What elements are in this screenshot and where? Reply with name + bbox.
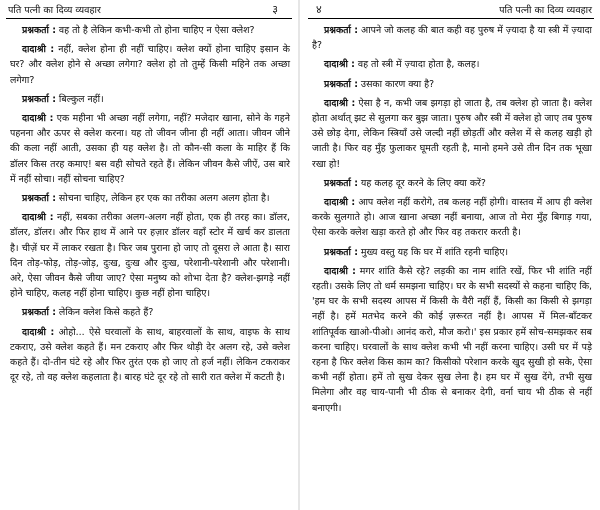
paragraph-text: ओहो... ऐसे घरवालों के साथ, बाहरवालों के साथ, वाइफ के साथ टकराए, उसे क्लेश कहते हैं। मन टकराए और फिर थोड़ी देर अलग रहे, उसे क्लेश कहते हैं। दो-तीन घंटे रहे और फिर तुरंत एक हो जाए तो हर्ज नहीं। लेकिन टकराकर दूर रहे, तो वह क्लेश कहलाता है। बारह घंटे दूर रहे तो सारी रात क्लेश में कटती है। (10, 326, 290, 384)
speaker-label: दादाश्री : (22, 113, 54, 125)
speaker-label: दादाश्री : (324, 97, 356, 109)
speaker-label: प्रश्नकर्ता : (22, 307, 56, 319)
speaker-label: प्रश्नकर्ता : (22, 25, 56, 36)
book-gutter (298, 0, 300, 510)
dialogue-paragraph (10, 191, 290, 206)
paragraph-text: नहीं, सबका तरीका अलग-अलग नहीं होता, एक ही तरह का। डॉलर, डॉलर, डॉलर। और फिर हाथ में आने पर हज़ार डॉलर वहाँ स्टोर में खर्च कर डालता है। चीज़ें घर में लाकर रखता है। फिर जब पुराना हो जाए तो दूसरा ले आता है। सारा दिन तोड़-फोड़, तोड़-जोड़, दुःख, दुःख और दुःख, परेशानी-परेशानी और परेशानी। अरे, ऐसा जीवन कैसे जीया जाए? ऐसा मनुष्य को शोभा देता है? क्लेश-झगड़े नहीं होने चाहिए, कलह नहीं होना चाहिए। कुछ नहीं होना चाहिए। (10, 212, 290, 300)
dialogue-paragraph (312, 176, 592, 191)
dialogue-paragraph (312, 264, 592, 416)
right-page (304, 0, 598, 510)
speaker-label: दादाश्री : (22, 212, 54, 224)
paragraph-text: वह तो है लेकिन कभी-कभी तो होना चाहिए न ऐसा क्लेश? (55, 25, 255, 36)
dialogue-paragraph (10, 210, 290, 301)
speaker-label: प्रश्नकर्ता : (22, 93, 56, 105)
page-header (308, 0, 594, 19)
header-title: पति पत्नी का दिव्य व्यवहार (499, 5, 592, 16)
speaker-label: प्रश्नकर्ता : (324, 246, 358, 258)
paragraph-text: एक महीना भी अच्छा नहीं लगेगा, नहीं? मजेदार खाना, सोने के गहने पहनना और ऊपर से क्लेश करना। यह तो जीवन जीना ही नहीं आता। जीवन जीने की कला नहीं आती, उसका ही यह क्लेश है। तो कौन-सी कला के माहिर हैं कि डॉलर किस तरह कमाए! बस वही सोचते रहते हैं। लेकिन जीवन कैसे जीऐं, उस बारे में नहीं सोचा। नहीं सोचना चाहिए? (10, 113, 290, 185)
dialogue-paragraph (10, 305, 290, 320)
dialogue-paragraph (312, 245, 592, 260)
left-page (2, 0, 296, 510)
page-header (6, 0, 292, 19)
speaker-label: दादाश्री : (324, 265, 356, 277)
speaker-label: दादाश्री : (324, 197, 356, 209)
dialogue-paragraph (312, 57, 592, 72)
speaker-label: दादाश्री : (22, 326, 55, 338)
dialogue-paragraph (312, 195, 592, 241)
dialogue-paragraph (312, 23, 592, 53)
dialogue-paragraph (312, 77, 592, 92)
dialogue-paragraph (10, 23, 290, 38)
paragraph-text: वह तो स्त्री में ज़्यादा होता है, कलह। (354, 59, 480, 71)
paragraph-text: आपने जो कलह की बात कही वह पुरुष में ज़्यादा है या स्त्री में ज़्यादा है? (312, 25, 592, 52)
header-title: पति पत्नी का दिव्य व्यवहार (8, 5, 101, 16)
speaker-label: प्रश्नकर्ता : (324, 78, 358, 90)
dialogue-paragraph (10, 325, 290, 386)
dialogue-paragraph (10, 111, 290, 187)
page-number: ३ (272, 3, 278, 16)
paragraph-text: बिल्कुल नहीं। (55, 93, 104, 105)
speaker-label: दादाश्री : (22, 44, 55, 56)
dialogue-paragraph (10, 42, 290, 88)
page-number: ४ (316, 3, 322, 16)
speaker-label: प्रश्नकर्ता : (22, 193, 56, 205)
paragraph-text: सोचना चाहिए, लेकिन हर एक का तरीका अलग अलग होता है। (55, 193, 270, 205)
paragraph-text: यह कलह दूर करने के लिए क्या करें? (357, 177, 486, 189)
page-body (2, 23, 296, 385)
paragraph-text: नहीं, क्लेश होना ही नहीं चाहिए। क्लेश क्यों होना चाहिए इसान के घर? और क्लेश होने से अच्छा लगेगा? क्लेश हो तो तुम्हें किसी महिने तक अच्छा लगेगा? (10, 44, 290, 86)
paragraph-text: मुख्य वस्तु यह कि घर में शांति रहनी चाहिए। (357, 246, 509, 258)
paragraph-text: आप क्लेश नहीं करोगे, तब कलह नहीं होगी। वास्तव में आप ही क्लेश करके सुलगाते हो। आज खाना अच्छा नहीं बनाया, आज तो मेरा मुँह बिगाड़ गया, ऐसा करके क्लेश खड़ा करते हो और फिर वह तकरार करती है। (312, 197, 592, 239)
paragraph-text: लेकिन क्लेश किसे कहते हैं? (55, 307, 154, 319)
dialogue-paragraph (312, 96, 592, 172)
speaker-label: प्रश्नकर्ता : (324, 177, 358, 189)
dialogue-paragraph (10, 92, 290, 107)
speaker-label: प्रश्नकर्ता : (324, 25, 358, 36)
paragraph-text: मगर शांति कैसे रहे? लड़की का नाम शांति रखें, फिर भी शांति नहीं रहती। उसके लिए तो धर्म समझना चाहिए। घर के सभी सदस्यों से कहना चाहिए कि, 'हम घर के सभी सदस्य आपस में किसी के वैरी नहीं हैं, किसी का किसी से झगड़ा नहीं है। हमें मतभेद करने की कोई ज़रूरत नहीं है। आपस में मिल-बाँटकर शांतिपूर्वक खाओ-पीओ। आनंद करो, मौज करो।' इस प्रकार हमें सोच-समझकर सब करना चाहिए। घरवालों के साथ क्लेश कभी भी नहीं करना चाहिए। उसी घर में पड़े रहना है फिर क्लेश किस काम का? किसीको परेशान करके खुद सुखी हो सके, ऐसा कभी नहीं होता। हमें तो सुख देकर सुख लेना है। हम घर में सुख देंगे, तभी सुख मिलेगा और वह चाय-पानी भी ठीक से बनाकर देगी, वर्ना चाय भी ठीक से नहीं बनाएगी। (312, 265, 592, 414)
paragraph-text: ऐसा है न, कभी जब झगड़ा हो जाता है, तब क्लेश हो जाता है। क्लेश होता अर्थात् झट से सुलगा कर बुझ जाता। पुरुष और स्त्री में क्लेश हो जाए तब पुरुष उसे छोड़ देगा, लेकिन स्त्रियाँ उसे जल्दी नहीं छोड़तीं और क्लेश में से कलह खड़ी हो जाती है। फिर वह मुँह फुलाकर घूमती रहती है, मानो हमने उसे तीन दिन तक भूखा रखा हो! (312, 97, 593, 170)
paragraph-text: उसका कारण क्या है? (357, 78, 435, 90)
speaker-label: दादाश्री : (324, 59, 355, 71)
page-body (304, 23, 598, 416)
